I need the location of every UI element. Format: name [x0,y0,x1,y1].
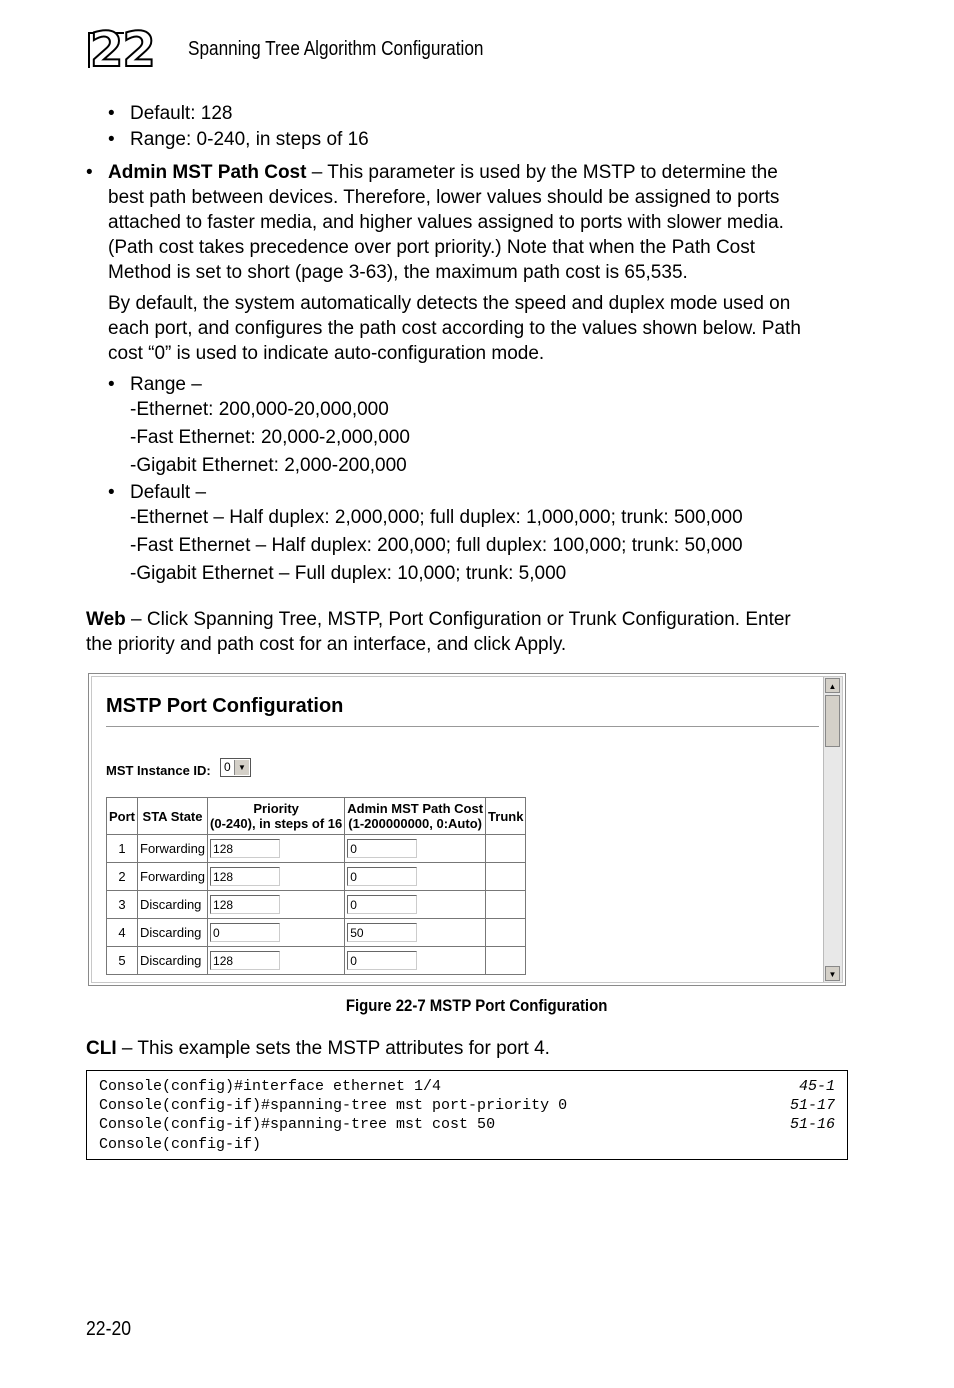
priority-input[interactable]: 128 [210,895,280,914]
title-divider [106,726,819,728]
priority-input[interactable]: 0 [210,923,280,942]
col-port: Port [107,798,138,835]
cost-cell [345,891,486,919]
state-cell: Forwarding [138,863,208,891]
state-cell: Discarding [138,891,208,919]
code-line: Console(config-if)#spanning-tree mst cost 50 [99,1116,496,1133]
col-sta-state: STA State [138,798,208,835]
admin-cost-line-4: (Path cost takes precedence over port priority.) Note that when the Path Cost [108,237,756,258]
default-fast-ethernet: -Fast Ethernet – Half duplex: 200,000; full duplex: 100,000; trunk: 50,000 [130,535,743,556]
range-label: Range – [130,374,202,395]
cost-cell [345,919,486,947]
priority-cell [208,947,345,975]
range-gigabit-ethernet: -Gigabit Ethernet: 2,000-200,000 [130,455,407,476]
default-para-line-1: By default, the system automatically detects the speed and duplex mode used on [108,293,791,314]
priority-input[interactable]: 128 [210,951,280,970]
code-ref: 45-1 [798,1078,835,1095]
cost-input[interactable]: 0 [347,867,417,886]
web-term: Web [86,609,126,630]
trunk-cell [486,891,526,919]
col-priority: Priority (0-240), in steps of 16 [208,798,345,835]
cost-input[interactable]: 0 [347,895,417,914]
cost-input[interactable]: 0 [347,951,417,970]
range-ethernet: -Ethernet: 200,000-20,000,000 [130,399,389,420]
state-cell: Forwarding [138,835,208,863]
code-line: Console(config-if)#spanning-tree mst port-priority 0 [99,1097,568,1114]
priority-cell [208,863,345,891]
default-ethernet: -Ethernet – Half duplex: 2,000,000; full duplex: 1,000,000; trunk: 500,000 [130,507,743,528]
default-gigabit-ethernet: -Gigabit Ethernet – Full duplex: 10,000; trunk: 5,000 [130,563,567,584]
trunk-cell [486,863,526,891]
code-line: Console(config)#interface ethernet 1/4 [99,1078,442,1095]
bullet-default: Default: 128 [130,103,233,124]
table-row [107,947,526,975]
table-row [107,919,526,947]
cost-cell [345,835,486,863]
col-admin-cost: Admin MST Path Cost (1-200000000, 0:Auto) [345,798,486,835]
port-cell: 1 [107,835,138,863]
priority-cell [208,891,345,919]
admin-cost-line-5: Method is set to short (page 3-63), the maximum path cost is 65,535. [108,262,688,283]
cost-input[interactable]: 50 [347,923,417,942]
cost-input[interactable]: 0 [347,839,417,858]
table-row [107,835,526,863]
port-cell: 2 [107,863,138,891]
code-example [86,1070,848,1160]
code-ref: 51-16 [789,1116,835,1133]
range-fast-ethernet: -Fast Ethernet: 20,000-2,000,000 [130,427,410,448]
port-cell: 3 [107,891,138,919]
mst-instance-value: 0 [224,760,231,774]
code-line: Console(config-if) [99,1136,262,1153]
dropdown-arrow-icon[interactable]: ▼ [234,760,249,775]
admin-cost-line-2: best path between devices. Therefore, lower values should be assigned to ports [108,187,780,208]
web-line-1: Web – Click Spanning Tree, MSTP, Port Configuration or Trunk Configuration. Enter [86,609,791,630]
screenshot-frame [91,676,843,983]
cost-cell [345,947,486,975]
scroll-down-arrow-icon[interactable]: ▼ [825,966,840,981]
table-row [107,863,526,891]
state-cell: Discarding [138,919,208,947]
bullet-dot: • [108,103,115,124]
vertical-scrollbar[interactable] [823,677,842,982]
default-label: Default – [130,482,207,503]
figure-caption: Figure 22-7 MSTP Port Configuration [346,996,608,1015]
priority-input[interactable]: 128 [210,867,280,886]
priority-cell [208,835,345,863]
port-cell: 5 [107,947,138,975]
admin-cost-line-3: attached to faster media, and higher values assigned to ports with slower media. [108,212,784,233]
priority-input[interactable]: 128 [210,839,280,858]
col-trunk: Trunk [486,798,526,835]
web-line-2: the priority and path cost for an interface, and click Apply. [86,634,567,655]
chapter-number: 22 [90,22,155,78]
table-row [107,891,526,919]
cli-term: CLI [86,1038,117,1059]
priority-cell [208,919,345,947]
port-cell: 4 [107,919,138,947]
mst-instance-label: MST Instance ID: [106,763,211,778]
cost-cell [345,863,486,891]
page-number: 22-20 [86,1318,132,1340]
default-para-line-3: cost “0” is used to indicate auto-configuration mode. [108,343,545,364]
admin-cost-term: Admin MST Path Cost [108,162,307,183]
bullet-range: Range: 0-240, in steps of 16 [130,129,369,150]
mstp-port-table [106,797,526,975]
trunk-cell [486,919,526,947]
mstp-screenshot [88,673,846,986]
code-ref: 51-17 [789,1097,835,1114]
cli-line: CLI – This example sets the MSTP attributes for port 4. [86,1038,550,1059]
trunk-cell [486,835,526,863]
scroll-up-arrow-icon[interactable]: ▲ [825,678,840,693]
scroll-thumb[interactable] [825,695,840,747]
bullet-dot: • [108,129,115,150]
bullet-dot: • [108,482,115,503]
table-header-row [107,798,526,835]
state-cell: Discarding [138,947,208,975]
mst-instance-select[interactable] [220,758,251,777]
bullet-dot: • [108,374,115,395]
screenshot-title: MSTP Port Configuration [106,695,344,717]
admin-cost-line-1: Admin MST Path Cost – This parameter is used by the MSTP to determine the [108,162,778,183]
bullet-dot: • [86,162,93,183]
running-title: Spanning Tree Algorithm Configuration [188,38,484,60]
default-para-line-2: each port, and configures the path cost according to the values shown below. Path [108,318,801,339]
trunk-cell [486,947,526,975]
